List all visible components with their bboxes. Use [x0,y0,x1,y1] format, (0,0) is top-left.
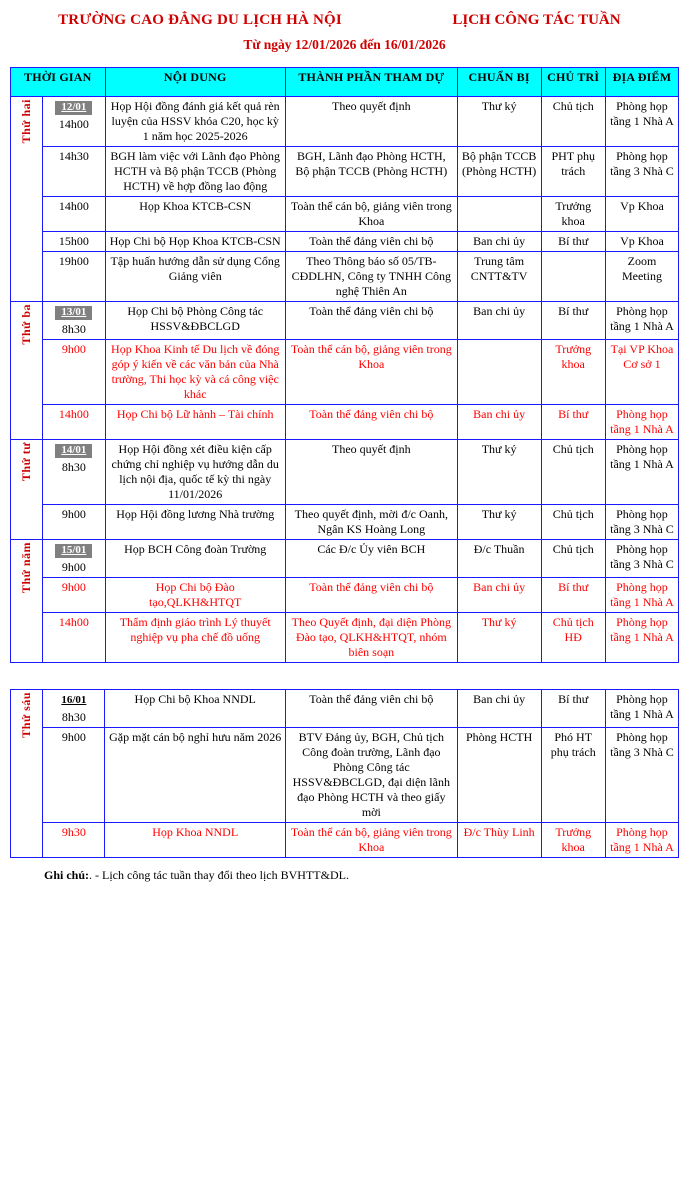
place-cell: Vp Khoa [605,197,678,232]
table-row [11,147,679,197]
prepare-cell: Ban chi ủy [457,689,541,727]
date-tag: 13/01 [55,306,92,320]
time-cell [43,689,105,727]
content-cell: Họp Chi bộ Đào tạo,QLKH&HTQT [105,577,285,612]
time-cell: 15h00 [43,232,105,252]
date-tag: 16/01 [61,693,87,706]
chair-cell: Trưởng khoa [541,340,605,405]
chair-cell: Bí thư [541,577,605,612]
place-cell: Phòng họp tầng 1 Nhà A [605,822,678,857]
participants-cell: Toàn thể đảng viên chi bộ [285,302,457,340]
place-cell: Phòng họp tầng 1 Nhà A [605,405,678,440]
participants-cell: Toàn thể cán bộ, giảng viên trong Khoa [285,340,457,405]
chair-cell: Chủ tịch [541,505,605,540]
participants-cell: Các Đ/c Ủy viên BCH [285,540,457,578]
school-name: TRƯỜNG CAO ĐẲNG DU LỊCH HÀ NỘI [58,12,342,28]
column-header-participants: THÀNH PHẦN THAM DỰ [285,68,457,97]
day-label-tuesday: Thứ ba [11,302,43,440]
place-cell: Tại VP Khoa Cơ sở 1 [605,340,678,405]
prepare-cell: Ban chi ủy [457,302,541,340]
weekly-schedule-table-continued [10,689,679,858]
day-label-wednesday: Thứ tư [11,440,43,540]
place-cell: Phòng họp tầng 1 Nhà A [605,612,678,662]
prepare-cell [457,340,541,405]
time-cell: 9h00 [43,505,105,540]
day-label-friday: Thứ sáu [11,689,43,857]
time-value: 14h00 [58,117,89,131]
time-cell: 14h00 [43,405,105,440]
document-header [0,0,689,57]
time-cell: 9h00 [43,727,105,822]
date-range: Từ ngày 12/01/2026 đến 16/01/2026 [243,37,446,53]
date-tag: 15/01 [55,544,92,558]
participants-cell: Toàn thể đảng viên chi bộ [285,577,457,612]
table-row [11,505,679,540]
time-cell [43,302,105,340]
table-body [11,97,679,663]
prepare-cell: Thư ký [457,440,541,505]
date-tag: 12/01 [55,101,92,115]
participants-cell: Theo quyết định, mời đ/c Oanh, Ngân KS Hoàng Long [285,505,457,540]
content-cell: Họp Khoa KTCB-CSN [105,197,285,232]
time-cell: 9h30 [43,822,105,857]
footer-note-label: Ghi chú: [44,867,90,882]
time-cell: 14h30 [43,147,105,197]
place-cell: Phòng họp tầng 1 Nhà A [605,97,678,147]
table-row [11,252,679,302]
chair-cell: Chủ tịch [541,97,605,147]
column-header-place: ĐỊA ĐIỂM [605,68,678,97]
table-row [11,540,679,578]
participants-cell: Theo quyết định [285,97,457,147]
place-cell: Vp Khoa [605,232,678,252]
chair-cell: Bí thư [541,405,605,440]
chair-cell: Bí thư [541,302,605,340]
place-cell: Phòng họp tầng 3 Nhà C [605,540,678,578]
participants-cell: Toàn thể đảng viên chi bộ [285,232,457,252]
participants-cell: Toàn thể đảng viên chi bộ [285,689,457,727]
table-row [11,405,679,440]
content-cell: Họp Hội đồng xét điều kiện cấp chứng chỉ nghiệp vụ hướng dẫn du lịch nội địa, quốc tế kỳ thi ngày 11/01/2026 [105,440,285,505]
time-cell: 14h00 [43,197,105,232]
content-cell: Họp Chi bộ Phòng Công tác HSSV&ĐBCLGD [105,302,285,340]
participants-cell: BGH, Lãnh đạo Phòng HCTH, Bộ phận TCCB (Phòng HCTH) [285,147,457,197]
prepare-cell: Đ/c Thùy Linh [457,822,541,857]
table-row [11,340,679,405]
content-cell: BGH làm việc với Lãnh đạo Phòng HCTH và Bộ phận TCCB (Phòng HCTH) về hợp đồng lao động [105,147,285,197]
table-row [11,727,679,822]
chair-cell [541,252,605,302]
participants-cell: Toàn thể cán bộ, giảng viên trong Khoa [285,822,457,857]
prepare-cell: Ban chi ủy [457,405,541,440]
table-row [11,232,679,252]
time-cell [43,97,105,147]
time-cell [43,440,105,505]
place-cell: Phòng họp tầng 1 Nhà A [605,689,678,727]
content-cell: Họp Khoa NNDL [105,822,285,857]
table-row [11,197,679,232]
prepare-cell: Phòng HCTH [457,727,541,822]
chair-cell: Trưởng khoa [541,822,605,857]
table-row [11,689,679,727]
table-row [11,302,679,340]
prepare-cell [457,197,541,232]
place-cell: Phòng họp tầng 1 Nhà A [605,577,678,612]
content-cell: Thẩm định giáo trình Lý thuyết nghiệp vụ pha chế đồ uống [105,612,285,662]
column-header-time: THỜI GIAN [11,68,106,97]
prepare-cell: Trung tâm CNTT&TV [457,252,541,302]
content-cell: Họp BCH Công đoàn Trường [105,540,285,578]
time-cell: 9h00 [43,577,105,612]
prepare-cell: Thư ký [457,612,541,662]
participants-cell: Toàn thể cán bộ, giảng viên trong Khoa [285,197,457,232]
place-cell: Phòng họp tầng 3 Nhà C [605,147,678,197]
column-header-prepare: CHUẨN BỊ [457,68,541,97]
weekly-schedule-table [10,67,679,663]
prepare-cell: Ban chi ủy [457,232,541,252]
column-header-content: NỘI DUNG [105,68,285,97]
chair-cell: Bí thư [541,689,605,727]
chair-cell: Phó HT phụ trách [541,727,605,822]
place-cell: Phòng họp tầng 1 Nhà A [605,440,678,505]
column-header-chair: CHỦ TRÌ [541,68,605,97]
day-label-thursday: Thứ năm [11,540,43,663]
content-cell: Gặp mặt cán bộ nghỉ hưu năm 2026 [105,727,285,822]
content-cell: Họp Hội đồng đánh giá kết quả rèn luyện của HSSV khóa C20, học kỳ 1 năm học 2025-2026 [105,97,285,147]
time-cell: 14h00 [43,612,105,662]
prepare-cell: Ban chi ủy [457,577,541,612]
chair-cell: Chủ tịch [541,540,605,578]
time-value: 9h00 [61,559,86,574]
time-cell: 19h00 [43,252,105,302]
table-row [11,577,679,612]
table-body-continued [11,689,679,857]
content-cell: Họp Chi bộ Họp Khoa KTCB-CSN [105,232,285,252]
table-header [11,68,679,97]
content-cell: Họp Chi bộ Lữ hành – Tài chính [105,405,285,440]
participants-cell: Theo quyết định [285,440,457,505]
prepare-cell: Đ/c Thuần [457,540,541,578]
place-cell: Zoom Meeting [605,252,678,302]
table-row [11,822,679,857]
day-label-monday: Thứ hai [11,97,43,302]
participants-cell: Theo Thông báo số 05/TB-CĐDLHN, Công ty TNHH Công nghệ Thiên An [285,252,457,302]
chair-cell: Chủ tịch [541,440,605,505]
table-row [11,440,679,505]
chair-cell: PHT phụ trách [541,147,605,197]
chair-cell: Trưởng khoa [541,197,605,232]
table-row [11,97,679,147]
document-title: LỊCH CÔNG TÁC TUẦN [452,12,621,28]
participants-cell: Theo Quyết định, đại diện Phòng Đào tạo, QLKH&HTQT, nhóm biên soạn [285,612,457,662]
time-value: 8h30 [61,709,86,724]
date-tag: 14/01 [55,444,92,458]
chair-cell: Chủ tịch HĐ [541,612,605,662]
footer-note [44,868,679,883]
table-row [11,612,679,662]
content-cell: Tập huấn hướng dẫn sử dụng Cổng Giảng viên [105,252,285,302]
place-cell: Phòng họp tầng 3 Nhà C [605,505,678,540]
time-cell: 9h00 [43,340,105,405]
prepare-cell: Thư ký [457,97,541,147]
prepare-cell: Bộ phận TCCB (Phòng HCTH) [457,147,541,197]
content-cell: Họp Chi bộ Khoa NNDL [105,689,285,727]
time-value: 8h30 [61,322,86,336]
prepare-cell: Thư ký [457,505,541,540]
chair-cell: Bí thư [541,232,605,252]
participants-cell: BTV Đảng ủy, BGH, Chủ tịch Công đoàn trường, Lãnh đạo Phòng Công tác HSSV&ĐBCLGD, đại diện lãnh đạo Phòng HCTH và theo giấy mời [285,727,457,822]
participants-cell: Toàn thể đảng viên chi bộ [285,405,457,440]
place-cell: Phòng họp tầng 3 Nhà C [605,727,678,822]
content-cell: Họp Khoa Kinh tế Du lịch về đóng góp ý kiến về các văn bản của Nhà trường, Thi học kỳ và cá công việc khác [105,340,285,405]
time-cell [43,540,105,578]
time-value: 8h30 [61,459,86,474]
footer-note-text: . - Lịch công tác tuần thay đổi theo lịch BVHTT&DL. [89,867,349,882]
place-cell: Phòng họp tầng 1 Nhà A [605,302,678,340]
content-cell: Họp Hội đồng lương Nhà trường [105,505,285,540]
